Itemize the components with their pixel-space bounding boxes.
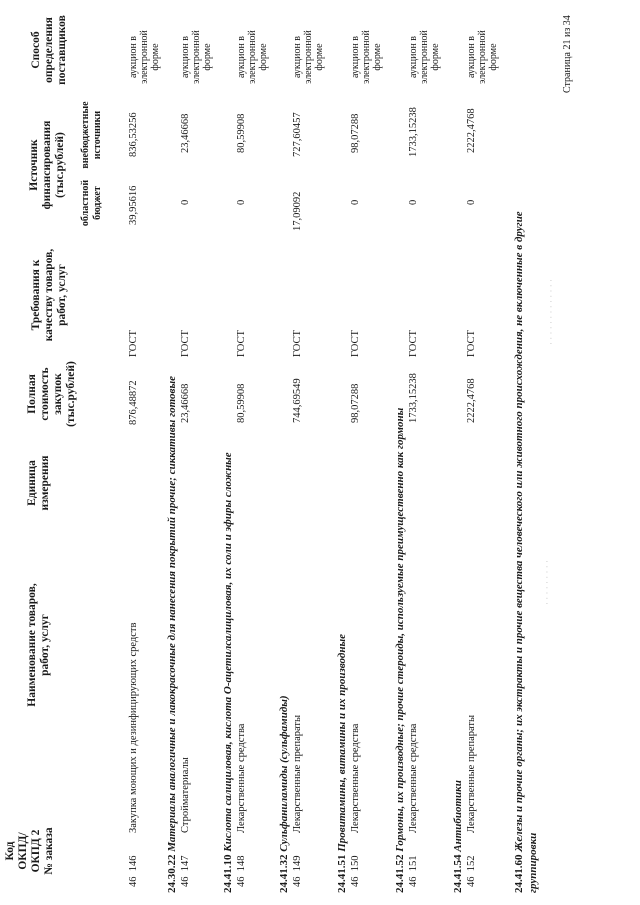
row-cost: 23,46668 (180, 383, 191, 423)
row-method: аукцион в электронной форме (236, 30, 269, 84)
row-requirement: ГОСТ (236, 330, 247, 357)
row-method: аукцион в электронной форме (466, 30, 499, 84)
row-name: Лекарственные средства (350, 723, 361, 833)
row-requirement: ГОСТ (292, 330, 303, 357)
header-unit: Единица измерения (26, 455, 51, 511)
row-funding-offbudget: 23,46668 (180, 113, 191, 153)
page-number: Страница 21 из 34 (562, 15, 573, 93)
group-row: 24.41.60 Железы и прочие органы; их экстракты и прочие вещества человеческого или животного происхождения, не включенные в другие группировки (513, 211, 539, 893)
row-funding-regional: 0 (408, 199, 419, 205)
row-cost: 98,07288 (350, 383, 361, 423)
row-number: 46 151 (408, 855, 419, 887)
header-requirements: Требования к качеству товаров, работ, услуг (30, 248, 68, 342)
row-funding-offbudget: 2222,4768 (466, 108, 477, 153)
row-number: 46 150 (350, 855, 361, 887)
row-name: Стройматериалы (180, 757, 191, 833)
scan-noise: · · · · · · · · · (542, 560, 552, 605)
row-funding-offbudget: 1733,15238 (408, 107, 419, 157)
row-name: Лекарственные препараты (466, 714, 477, 833)
row-cost: 2222,4768 (466, 378, 477, 423)
row-method: аукцион в электронной форме (350, 30, 383, 84)
header-funding-regional: областной бюджет (80, 179, 103, 227)
row-method: аукцион в электронной форме (180, 30, 213, 84)
row-number: 46 149 (292, 855, 303, 887)
row-number: 46 147 (180, 855, 191, 887)
row-funding-regional: 0 (466, 199, 477, 205)
row-name: Лекарственные средства (236, 723, 247, 833)
scan-noise: · · · · · · · · · · · · · (546, 279, 556, 345)
row-cost: 876,48872 (128, 380, 139, 425)
row-requirement: ГОСТ (466, 330, 477, 357)
group-row: 24.30.22 Материалы аналогичные и лакокрасочные для нанесения покрытий прочие; сиккативы готовые (166, 376, 178, 893)
row-funding-regional: 17,09092 (292, 191, 303, 231)
row-name: Закупка моющих и дезинфицирующих средств (128, 622, 139, 833)
row-funding-regional: 0 (350, 199, 361, 205)
header-method: Способ определения поставщиков (30, 15, 68, 85)
row-funding-offbudget: 836,53256 (128, 112, 139, 157)
group-row: 24.41.51 Провитамины, витамины и их производные (336, 634, 348, 893)
row-cost: 1733,15238 (408, 373, 419, 423)
row-method: аукцион в электронной форме (292, 30, 325, 84)
row-number: 46 146 (128, 855, 139, 887)
row-requirement: ГОСТ (128, 330, 139, 357)
row-requirement: ГОСТ (350, 330, 361, 357)
row-method: аукцион в электронной форме (408, 30, 441, 84)
header-funding: Источник финансирования (тыс.рублей) (28, 120, 66, 210)
row-requirement: ГОСТ (408, 330, 419, 357)
row-name: Лекарственные препараты (292, 714, 303, 833)
group-row: 24.41.54 Антибиотики (452, 780, 464, 893)
row-cost: 744,69549 (292, 378, 303, 423)
header-name: Наименование товаров, работ, услуг (26, 583, 51, 707)
row-method: аукцион в электронной форме (128, 30, 161, 84)
header-funding-offbudget: внебюджетные источники (80, 101, 103, 169)
row-number: 46 152 (466, 855, 477, 887)
group-row: 24.41.52 Гормоны, их производные; прочие стероиды, используемые преимущественно как гормоны (394, 407, 406, 893)
header-code: Код ОКПД/ ОКПД 2 № заказа (4, 827, 55, 875)
row-funding-regional: 0 (180, 199, 191, 205)
row-requirement: ГОСТ (180, 330, 191, 357)
row-cost: 80,59908 (236, 383, 247, 423)
group-row: 24.41.32 Сульфаниламиды (сульфамиды) (278, 695, 290, 893)
row-number: 46 148 (236, 855, 247, 887)
group-row: 24.41.10 Кислота салициловая, кислота О-ацетилсалициловая, их соли и эфиры сложные (222, 452, 234, 893)
row-name: Лекарственные средства (408, 723, 419, 833)
row-funding-offbudget: 98,07288 (350, 113, 361, 153)
row-funding-regional: 39,95616 (128, 185, 139, 225)
row-funding-regional: 0 (236, 199, 247, 205)
row-funding-offbudget: 80,59908 (236, 113, 247, 153)
header-cost: Полная стоимость закупок (тыс.рублей) (26, 361, 77, 427)
row-funding-offbudget: 727,60457 (292, 112, 303, 157)
